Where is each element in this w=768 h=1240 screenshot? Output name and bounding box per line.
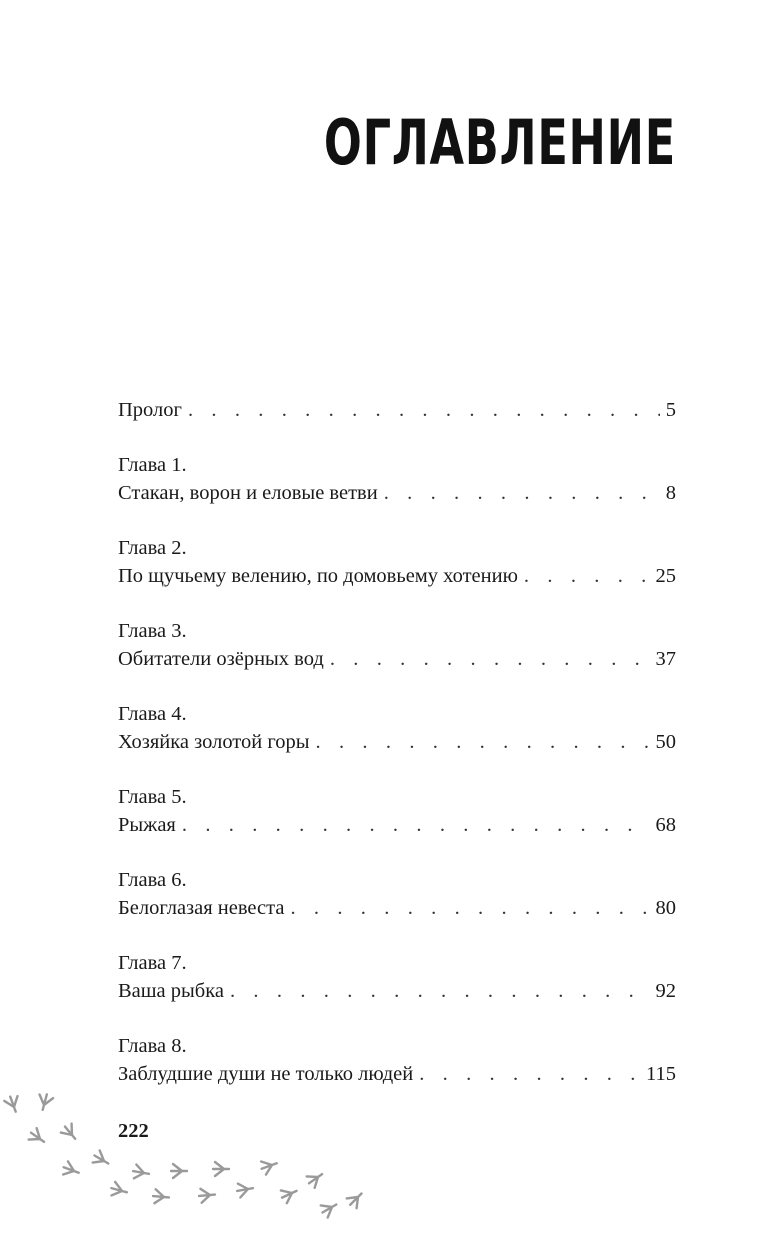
toc-entry-prologue xyxy=(118,396,676,424)
entry-title: Обитатели озёрных вод xyxy=(118,648,324,670)
entry-page-number: 50 xyxy=(655,731,676,753)
dot-leader xyxy=(290,894,649,922)
entry-page-number: 5 xyxy=(665,399,676,421)
dot-leader xyxy=(316,728,650,756)
chapter-label: Глава 6. xyxy=(118,869,187,891)
entry-title: По щучьему велению, по домовьему хотению xyxy=(118,565,518,587)
dot-leader xyxy=(230,977,650,1005)
toc-entry-chapter-5 xyxy=(118,783,676,839)
toc-line xyxy=(118,479,676,507)
page-title: ОГЛАВЛЕНИЕ xyxy=(323,106,676,179)
dot-leader xyxy=(384,479,660,507)
toc-entry-chapter-1 xyxy=(118,451,676,507)
entry-title: Заблудшие души не только людей xyxy=(118,1063,414,1085)
toc-entry-chapter-8 xyxy=(118,1032,676,1088)
toc-line xyxy=(118,977,676,1005)
toc-entry-chapter-4 xyxy=(118,700,676,756)
toc-line xyxy=(118,396,676,424)
toc-line xyxy=(118,562,676,590)
page-number: 222 xyxy=(118,1120,149,1142)
chapter-label: Глава 3. xyxy=(118,620,187,642)
toc-line xyxy=(118,1060,676,1088)
bird-footprints-icon xyxy=(0,1085,400,1225)
toc-line xyxy=(118,811,676,839)
dot-leader xyxy=(330,645,650,673)
entry-title: Хозяйка золотой горы xyxy=(118,731,310,753)
entry-page-number: 25 xyxy=(655,565,676,587)
entry-page-number: 8 xyxy=(665,482,676,504)
entry-title: Рыжая xyxy=(118,814,176,836)
entry-title: Ваша рыбка xyxy=(118,980,224,1002)
dot-leader xyxy=(188,396,660,424)
chapter-label: Глава 1. xyxy=(118,454,187,476)
entry-page-number: 115 xyxy=(646,1063,676,1085)
entry-page-number: 92 xyxy=(655,980,676,1002)
entry-page-number: 68 xyxy=(655,814,676,836)
chapter-label: Глава 8. xyxy=(118,1035,187,1057)
dot-leader xyxy=(524,562,650,590)
entry-title: Белоглазая невеста xyxy=(118,897,285,919)
entry-page-number: 37 xyxy=(655,648,676,670)
chapter-label: Глава 5. xyxy=(118,786,187,808)
toc-line xyxy=(118,894,676,922)
entry-title: Стакан, ворон и еловые ветви xyxy=(118,482,378,504)
dot-leader xyxy=(182,811,650,839)
toc-entry-chapter-2 xyxy=(118,534,676,590)
entry-title: Пролог xyxy=(118,399,182,421)
toc-entry-chapter-3 xyxy=(118,617,676,673)
toc-line xyxy=(118,728,676,756)
dot-leader xyxy=(419,1060,640,1088)
entry-page-number: 80 xyxy=(655,897,676,919)
chapter-label: Глава 7. xyxy=(118,952,187,974)
toc-line xyxy=(118,645,676,673)
table-of-contents xyxy=(118,396,676,1115)
toc-entry-chapter-6 xyxy=(118,866,676,922)
chapter-label: Глава 4. xyxy=(118,703,187,725)
chapter-label: Глава 2. xyxy=(118,537,187,559)
toc-entry-chapter-7 xyxy=(118,949,676,1005)
